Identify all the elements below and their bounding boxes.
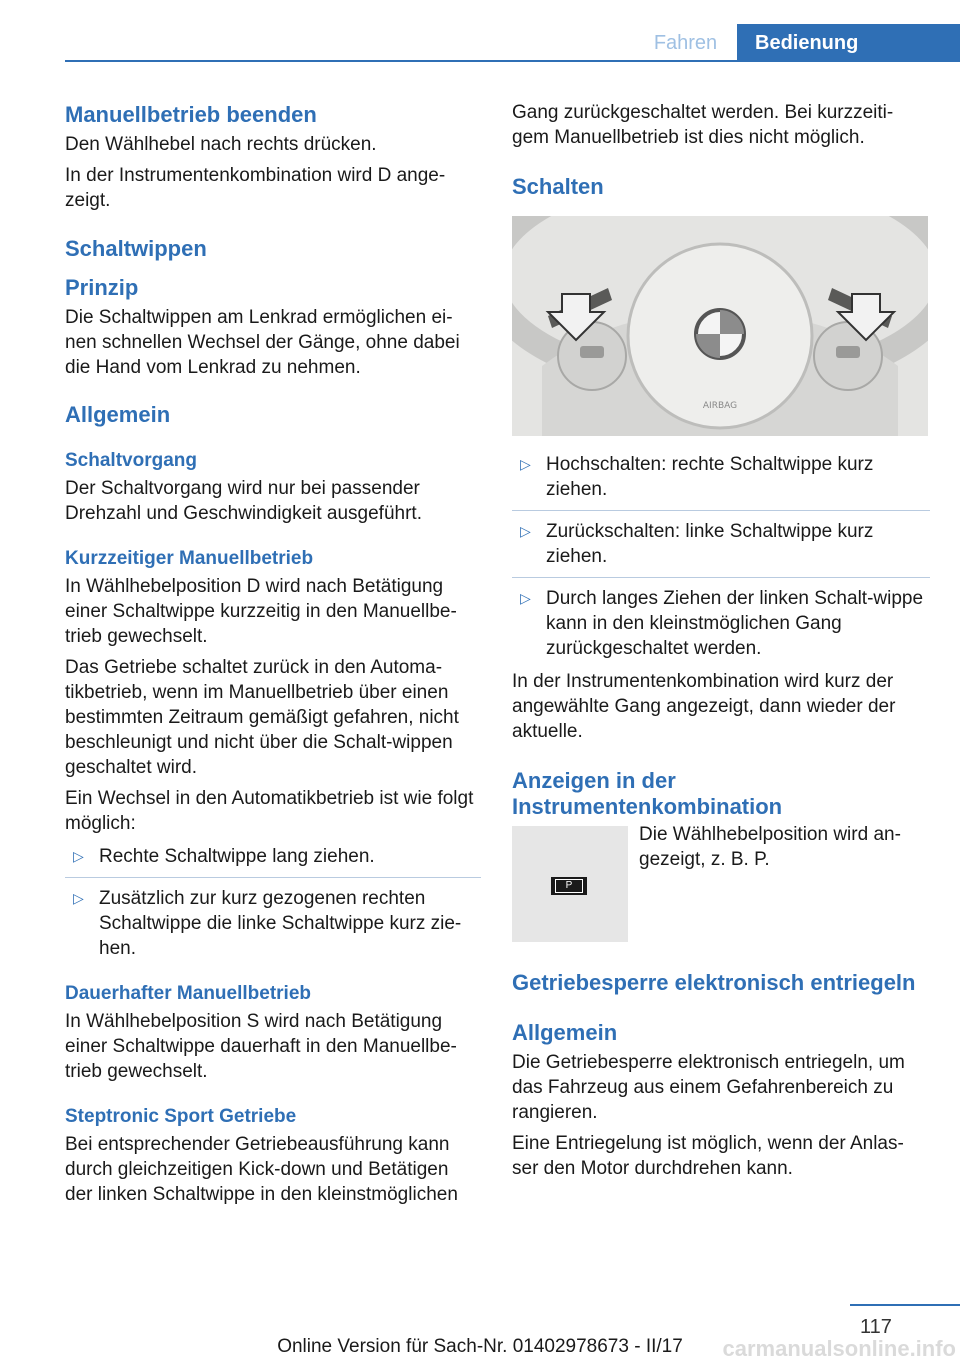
steering-wheel-figure xyxy=(512,216,928,436)
heading-steptronic: Steptronic Sport Getriebe xyxy=(65,1106,297,1127)
list xyxy=(512,452,930,661)
list-item: ▷ Rechte Schaltwippe lang ziehen. xyxy=(73,846,375,867)
heading-anzeigen: Anzeigen in der Instrumentenkombination xyxy=(512,768,783,819)
triangle-bullet-icon: ▷ xyxy=(73,848,84,864)
header-rule xyxy=(65,60,960,62)
triangle-bullet-icon: ▷ xyxy=(520,590,531,606)
heading-allgemein: Allgemein xyxy=(65,402,171,427)
tab-fahren-label: Fahren xyxy=(653,32,718,54)
paragraph: Gang zurückgeschaltet werden. Bei kurzzeiti‐gem Manuellbetrieb ist dies nicht möglich. xyxy=(512,102,894,148)
paragraph: Den Wählhebel nach rechts drücken. xyxy=(65,134,377,155)
paragraph: In der Instrumentenkombination wird D ange‐zeigt. xyxy=(65,165,446,211)
tab-bedienung[interactable]: Bedienung xyxy=(737,24,960,62)
heading-getriebesperre: Getriebesperre elektronisch entriegeln xyxy=(512,970,916,995)
list-item: ▷ Durch langes Ziehen der linken Schalt‐wippe kann in den kleinstmöglichen Gang zurückgeschaltet werden. xyxy=(512,577,930,661)
display-example xyxy=(512,826,930,942)
instrument-display-figure xyxy=(512,826,628,942)
list xyxy=(65,844,481,961)
left-column xyxy=(65,100,481,1207)
paragraph: In Wählhebelposition S wird nach Betätigung einer Schaltwippe dauerhaft in den Manuellbe‐trieb gewechselt. xyxy=(65,1011,457,1082)
footer-rule xyxy=(850,1304,960,1306)
gear-indicator-letter: P xyxy=(555,879,583,893)
heading-dauerhaft: Dauerhafter Manuellbetrieb xyxy=(65,983,311,1004)
paragraph: Die Getriebesperre elektronisch entriegeln, um das Fahrzeug aus einem Gefahrenbereich zu rangieren. xyxy=(512,1052,905,1123)
triangle-bullet-icon: ▷ xyxy=(73,890,84,906)
header-bar xyxy=(0,0,960,62)
gear-indicator-icon xyxy=(551,877,587,895)
list-item: ▷ Hochschalten: rechte Schaltwippe kurz ziehen. xyxy=(520,454,874,500)
paragraph: Das Getriebe schaltet zurück in den Automa‐tikbetrieb, wenn im Manuellbetrieb über einen bestimmten Zeitraum gemäßigt gefahren, nicht beschleunigt und nicht über die Schalt‐wippen geschaltet wird. xyxy=(65,657,459,778)
paragraph: Ein Wechsel in den Automatikbetrieb ist wie folgt möglich: xyxy=(65,788,474,834)
paragraph: Die Schaltwippen am Lenkrad ermöglichen ei‐nen schnellen Wechsel der Gänge, ohne dabei die Hand vom Lenkrad zu nehmen. xyxy=(65,307,460,378)
heading-schaltwippen: Schaltwippen xyxy=(65,236,207,261)
heading-manuell-beenden: Manuellbetrieb beenden xyxy=(65,102,317,127)
airbag-label: AIRBAG xyxy=(702,401,738,411)
page-number: 117 xyxy=(860,1316,892,1338)
watermark: carmanualsonline.info xyxy=(722,1336,956,1361)
triangle-bullet-icon: ▷ xyxy=(520,456,531,472)
paragraph: In Wählhebelposition D wird nach Betätigung einer Schaltwippe kurzzeitig in den Manuellbe‐trieb gewechselt. xyxy=(65,576,457,647)
tab-fahren[interactable] xyxy=(636,24,735,62)
paragraph: In der Instrumentenkombination wird kurz der angewählte Gang angezeigt, dann wieder der aktuelle. xyxy=(512,671,896,742)
heading-prinzip: Prinzip xyxy=(65,275,139,300)
heading-kurzzeitig: Kurzzeitiger Manuellbetrieb xyxy=(65,548,314,569)
right-column xyxy=(512,100,930,1181)
heading-allgemein-2: Allgemein xyxy=(512,1020,618,1045)
heading-schalten: Schalten xyxy=(512,174,604,199)
list-item: ▷ Zurückschalten: linke Schaltwippe kurz ziehen. xyxy=(512,510,930,569)
online-version-note: Online Version für Sach-Nr. 01402978673 - II/17 xyxy=(277,1336,683,1357)
paragraph: Bei entsprechender Getriebeausführung kann durch gleichzeitigen Kick-down und Betätigen der linken Schaltwippe in den kleinstmöglichen xyxy=(65,1134,458,1205)
heading-schaltvorgang: Schaltvorgang xyxy=(65,450,197,471)
steering-wheel-icon xyxy=(512,216,928,436)
paragraph: Die Wählhebelposition wird an‐gezeigt, z. B. P. xyxy=(639,824,901,870)
paragraph: Eine Entriegelung ist möglich, wenn der Anlas‐ser den Motor durchdrehen kann. xyxy=(512,1133,904,1179)
triangle-bullet-icon: ▷ xyxy=(520,523,531,539)
list-item: ▷ Zusätzlich zur kurz gezogenen rechten Schaltwippe die linke Schaltwippe kurz zie‐hen. xyxy=(65,877,481,961)
paragraph: Der Schaltvorgang wird nur bei passender Drehzahl und Geschwindigkeit ausgeführt. xyxy=(65,478,422,524)
